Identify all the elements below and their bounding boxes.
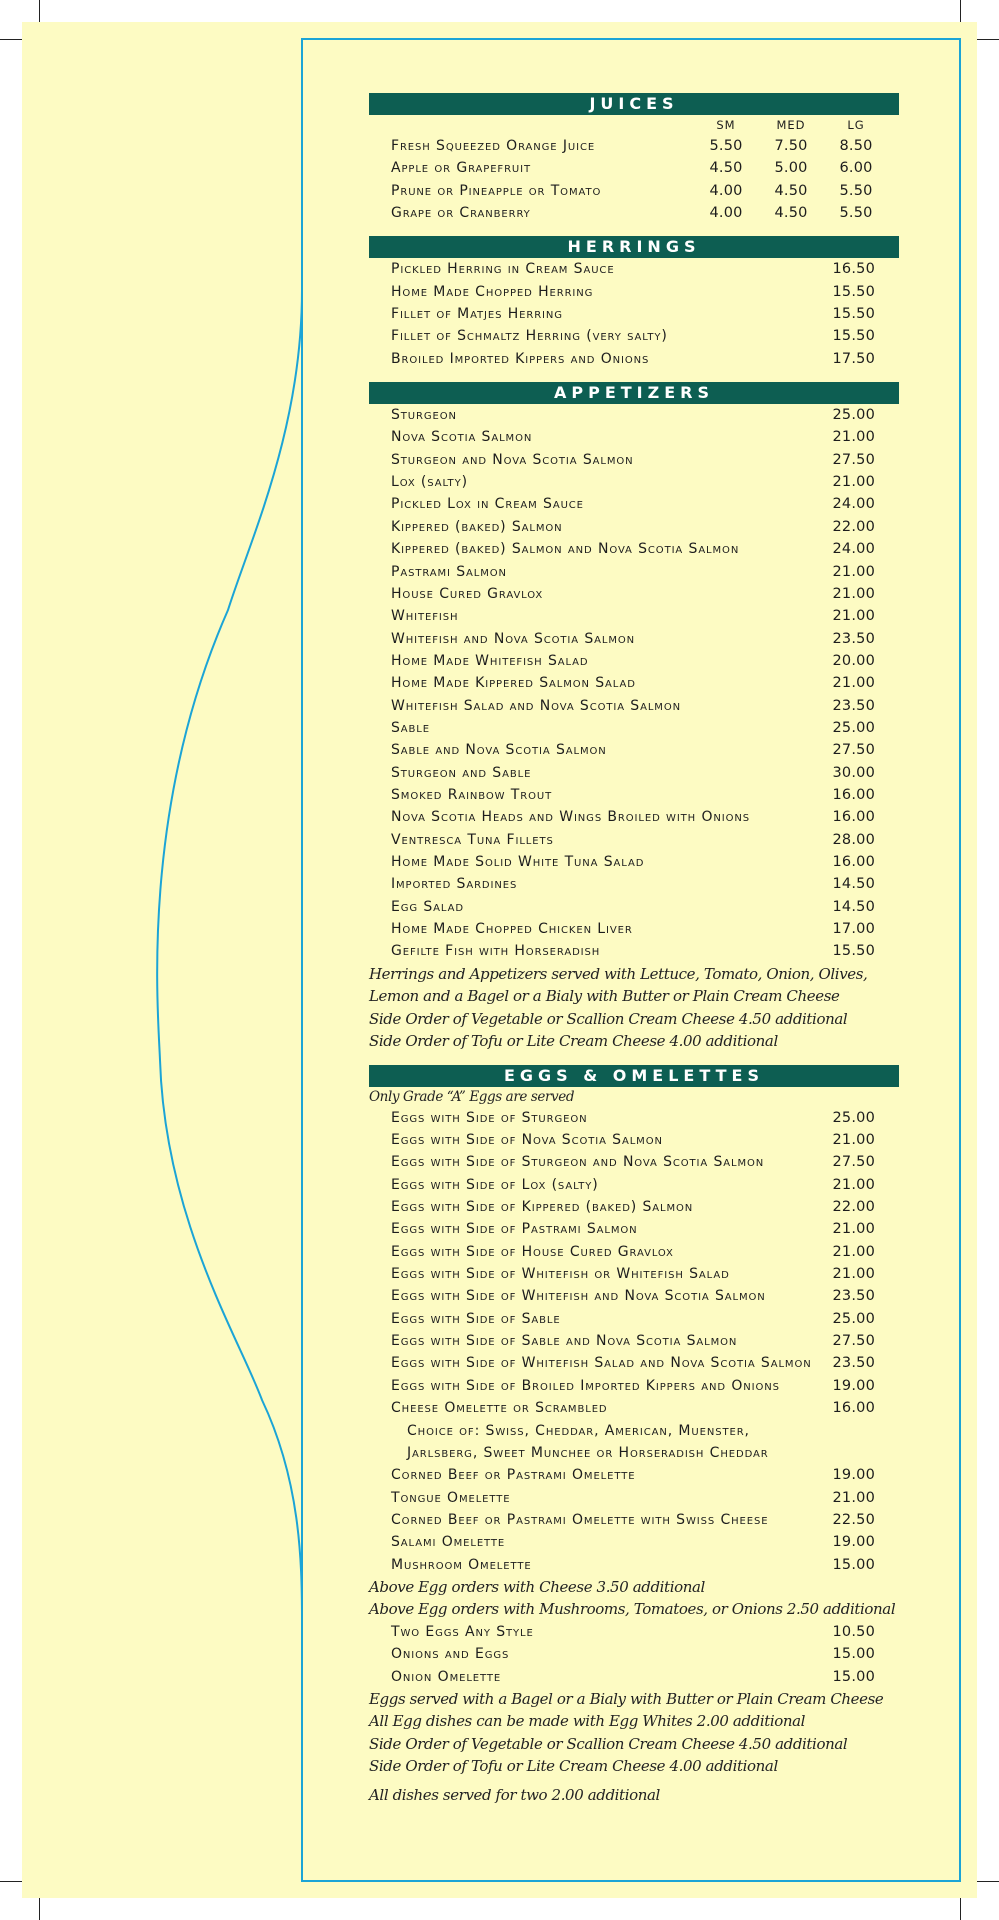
appetizer-row [369,784,899,806]
appetizer-row [369,829,899,851]
egg-row [369,1420,899,1442]
item-name: Pickled Herring in Cream Sauce [391,261,615,278]
item-name: Eggs with Side of Lox (salty) [391,1176,599,1193]
item-price: 21.00 [832,1243,875,1260]
herring-row [369,258,899,280]
item-name: Nova Scotia Heads and Wings Broiled with Onions [391,809,751,826]
item-price: 16.00 [832,853,875,870]
item-price: 23.50 [832,697,875,714]
appetizer-row [369,896,899,918]
item-price: 15.50 [832,283,875,300]
item-name: Onion Omelette [391,1668,502,1685]
egg-row [369,1442,899,1464]
juice-row [369,180,899,202]
appetizer-row [369,493,899,515]
appetizers-header: APPETIZERS [369,382,899,404]
item-price: 15.50 [832,328,875,345]
item-price: 21.00 [832,585,875,602]
item-name: Grape or Cranberry [391,205,531,222]
item-price: 17.00 [832,921,875,937]
item-name: Apple or Grapefruit [391,160,532,177]
item-price: 21.00 [832,608,875,625]
item-name: Onions and Eggs [391,1646,510,1663]
egg-row [369,1308,899,1330]
price-med: 5.00 [774,160,808,177]
item-price: 22.00 [832,1199,875,1216]
note-line: Side Order of Vegetable or Scallion Cream Cheese 4.50 additional [369,1734,848,1753]
appetizer-row [369,762,899,784]
herring-row [369,281,899,303]
herring-row [369,348,899,370]
size-lg: LG [847,118,865,132]
item-name: Eggs with Side of Pastrami Salmon [391,1221,638,1238]
item-name: Eggs with Side of House Cured Gravlox [391,1243,674,1260]
appetizer-row [369,851,899,873]
item-price: 21.00 [832,1221,875,1238]
price-sm: 4.50 [709,160,743,177]
note-line: Side Order of Vegetable or Scallion Cream Cheese 4.50 additional [369,1009,848,1028]
egg-row [369,1666,899,1688]
price-lg: 5.50 [839,182,873,199]
appetizer-row [369,449,899,471]
size-sm: SM [716,118,736,132]
item-name: Fillet of Schmaltz Herring (very salty) [391,328,668,345]
item-price: 23.50 [832,1288,875,1305]
item-name: Eggs with Side of Sable and Nova Scotia Salmon [391,1333,738,1350]
item-price: 14.50 [832,876,875,893]
item-name: Smoked Rainbow Trout [391,786,553,803]
eggs-notes-end [369,1688,899,1778]
egg-row [369,1487,899,1509]
item-price: 25.00 [832,719,875,736]
appetizer-row [369,605,899,627]
item-name: Eggs with Side of Whitefish and Nova Scotia Salmon [391,1288,766,1305]
appetizer-row [369,404,899,426]
item-price: 25.00 [832,1109,875,1126]
item-price: 27.50 [832,742,875,759]
item-price: 27.50 [832,1333,875,1350]
item-name: Home Made Whitefish Salad [391,652,589,669]
egg-row [369,1151,899,1173]
item-price: 20.00 [832,652,875,669]
item-name: Whitefish Salad and Nova Scotia Salmon [391,697,681,714]
egg-row [369,1643,899,1665]
item-name: Home Made Solid White Tuna Salad [391,853,645,870]
juices-list [369,135,899,224]
item-name: Jarlsberg, Sweet Munchee or Horseradish Cheddar [407,1444,769,1461]
appetizer-row [369,471,899,493]
item-price: 21.00 [832,563,875,580]
egg-row [369,1174,899,1196]
eggs-intro: Only Grade “A” Eggs are served [369,1088,575,1105]
item-price: 15.50 [832,306,875,323]
item-name: Eggs with Side of Whitefish or Whitefish Salad [391,1266,730,1283]
item-name: Sturgeon and Sable [391,764,532,781]
note-line: Above Egg orders with Mushrooms, Tomatoes, or Onions 2.50 additional [369,1600,896,1619]
item-name: Eggs with Side of Whitefish Salad and Nova Scotia Salmon [391,1355,812,1372]
appetizer-row [369,426,899,448]
item-price: 24.00 [832,496,875,513]
price-lg: 8.50 [839,138,873,154]
item-name: Nova Scotia Salmon [391,429,533,446]
item-price: 21.00 [832,675,875,692]
egg-row [369,1464,899,1486]
item-price: 28.00 [832,831,875,848]
egg-row [369,1218,899,1240]
item-name: Corned Beef or Pastrami Omelette with Swiss Cheese [391,1511,769,1528]
item-name: Sturgeon and Nova Scotia Salmon [391,451,634,468]
eggs-list-2 [369,1621,899,1688]
item-price: 15.00 [832,1668,875,1685]
egg-row [369,1554,899,1576]
juice-row [369,202,899,224]
herrings-list [369,258,899,370]
item-name: Tongue Omelette [391,1489,511,1506]
item-price: 19.00 [832,1377,875,1394]
item-price: 17.50 [832,350,875,367]
egg-row [369,1263,899,1285]
price-sm: 4.00 [709,182,743,199]
appetizers-list [369,404,899,963]
item-price: 24.00 [832,541,875,558]
item-name: Pickled Lox in Cream Sauce [391,496,584,513]
item-price: 25.00 [832,407,875,424]
item-name: Salami Omelette [391,1534,506,1551]
price-sm: 5.50 [709,138,743,154]
item-name: Eggs with Side of Kippered (baked) Salmon [391,1199,694,1216]
item-price: 21.00 [832,1266,875,1283]
price-med: 4.50 [774,205,808,222]
item-name: Two Eggs Any Style [391,1623,534,1640]
item-price: 15.00 [832,1646,875,1663]
appetizer-row [369,918,899,940]
herring-row [369,303,899,325]
item-name: Eggs with Side of Sable [391,1310,561,1327]
note-line: Herrings and Appetizers served with Lettuce, Tomato, Onion, Olives, [369,964,868,983]
final-note: All dishes served for two 2.00 additional [369,1785,660,1804]
item-name: Gefilte Fish with Horseradish [391,943,601,960]
appetizer-row [369,516,899,538]
item-name: Corned Beef or Pastrami Omelette [391,1467,636,1484]
item-name: Whitefish and Nova Scotia Salmon [391,630,636,647]
herring-row [369,325,899,347]
note-line: Side Order of Tofu or Lite Cream Cheese 4.00 additional [369,1757,778,1776]
egg-row [369,1397,899,1419]
item-name: Cheese Omelette or Scrambled [391,1400,608,1417]
appetizer-row [369,717,899,739]
item-price: 16.00 [832,1400,875,1417]
price-lg: 6.00 [839,160,873,177]
item-price: 21.00 [832,429,875,446]
note-line: Lemon and a Bagel or a Bialy with Butter or Plain Cream Cheese [369,987,840,1006]
price-med: 4.50 [774,182,808,199]
item-price: 27.50 [832,1154,875,1171]
item-name: Eggs with Side of Sturgeon and Nova Scotia Salmon [391,1154,765,1171]
egg-row [369,1241,899,1263]
item-price: 23.50 [832,1355,875,1372]
item-name: Sturgeon [391,407,457,424]
note-line: Above Egg orders with Cheese 3.50 additional [369,1577,705,1596]
price-lg: 5.50 [839,205,873,222]
note-line: Eggs served with a Bagel or a Bialy with Butter or Plain Cream Cheese [369,1689,884,1708]
juice-row [369,157,899,179]
item-name: Whitefish [391,608,459,625]
item-price: 16.00 [832,786,875,803]
egg-row [369,1330,899,1352]
item-name: Fillet of Matjes Herring [391,306,563,323]
appetizer-row [369,672,899,694]
item-price: 19.00 [832,1534,875,1551]
item-price: 22.50 [832,1511,875,1528]
item-name: Broiled Imported Kippers and Onions [391,350,650,367]
item-name: Home Made Kippered Salmon Salad [391,675,636,692]
egg-row [369,1531,899,1553]
item-price: 25.00 [832,1310,875,1327]
egg-row [369,1509,899,1531]
price-med: 7.50 [774,138,808,154]
item-price: 23.50 [832,630,875,647]
item-name: Prune or Pineapple or Tomato [391,182,602,199]
appetizer-row [369,583,899,605]
note-line: All Egg dishes can be made with Egg Whites 2.00 additional [369,1712,806,1731]
item-name: Sable and Nova Scotia Salmon [391,742,607,759]
item-price: 22.00 [832,518,875,535]
item-name: Home Made Chopped Herring [391,283,594,300]
menu-content [369,93,899,1806]
item-name: Lox (salty) [391,474,468,491]
item-name: Kippered (baked) Salmon [391,518,563,535]
item-price: 21.00 [832,1176,875,1193]
item-price: 10.50 [832,1623,875,1640]
item-name: Choice of: Swiss, Cheddar, American, Muenster, [407,1422,750,1439]
item-price: 30.00 [832,764,875,781]
item-price: 14.50 [832,898,875,915]
appetizer-row [369,561,899,583]
egg-row [369,1107,899,1129]
item-price: 21.00 [832,1132,875,1149]
appetizer-row [369,739,899,761]
egg-row [369,1352,899,1374]
appetizer-row [369,628,899,650]
juice-row [369,135,899,157]
item-price: 16.50 [832,261,875,278]
item-name: Fresh Squeezed Orange Juice [391,138,596,154]
item-name: Ventresca Tuna Fillets [391,831,554,848]
item-price: 15.00 [832,1556,875,1573]
herrings-header: HERRINGS [369,236,899,258]
egg-row [369,1375,899,1397]
juices-header: JUICES [369,93,899,115]
item-name: Eggs with Side of Sturgeon [391,1109,588,1126]
item-name: Egg Salad [391,898,464,915]
item-name: Pastrami Salmon [391,563,507,580]
egg-row [369,1196,899,1218]
eggs-list [369,1107,899,1576]
item-price: 21.00 [832,1489,875,1506]
egg-row [369,1129,899,1151]
item-price: 27.50 [832,451,875,468]
item-name: House Cured Gravlox [391,585,544,602]
appetizer-row [369,695,899,717]
price-sm: 4.00 [709,205,743,222]
item-name: Sable [391,719,430,736]
item-name: Imported Sardines [391,876,518,893]
item-price: 15.50 [832,943,875,960]
appetizer-row [369,650,899,672]
appetizer-row [369,940,899,962]
item-price: 19.00 [832,1467,875,1484]
appetizer-row [369,873,899,895]
appetizer-row [369,538,899,560]
note-line: Side Order of Tofu or Lite Cream Cheese 4.00 additional [369,1032,778,1051]
item-name: Mushroom Omelette [391,1556,532,1573]
eggs-notes-mid [369,1576,899,1621]
appetizer-row [369,806,899,828]
appetizers-notes [369,963,899,1053]
egg-row [369,1285,899,1307]
eggs-header: EGGS & OMELETTES [369,1065,899,1087]
size-med: MED [776,118,806,132]
egg-row [369,1621,899,1643]
item-name: Eggs with Side of Broiled Imported Kippers and Onions [391,1377,780,1394]
item-price: 16.00 [832,809,875,826]
item-price: 21.00 [832,474,875,491]
item-name: Kippered (baked) Salmon and Nova Scotia Salmon [391,541,740,558]
item-name: Home Made Chopped Chicken Liver [391,921,633,937]
size-labels [369,115,899,135]
item-name: Eggs with Side of Nova Scotia Salmon [391,1132,663,1149]
